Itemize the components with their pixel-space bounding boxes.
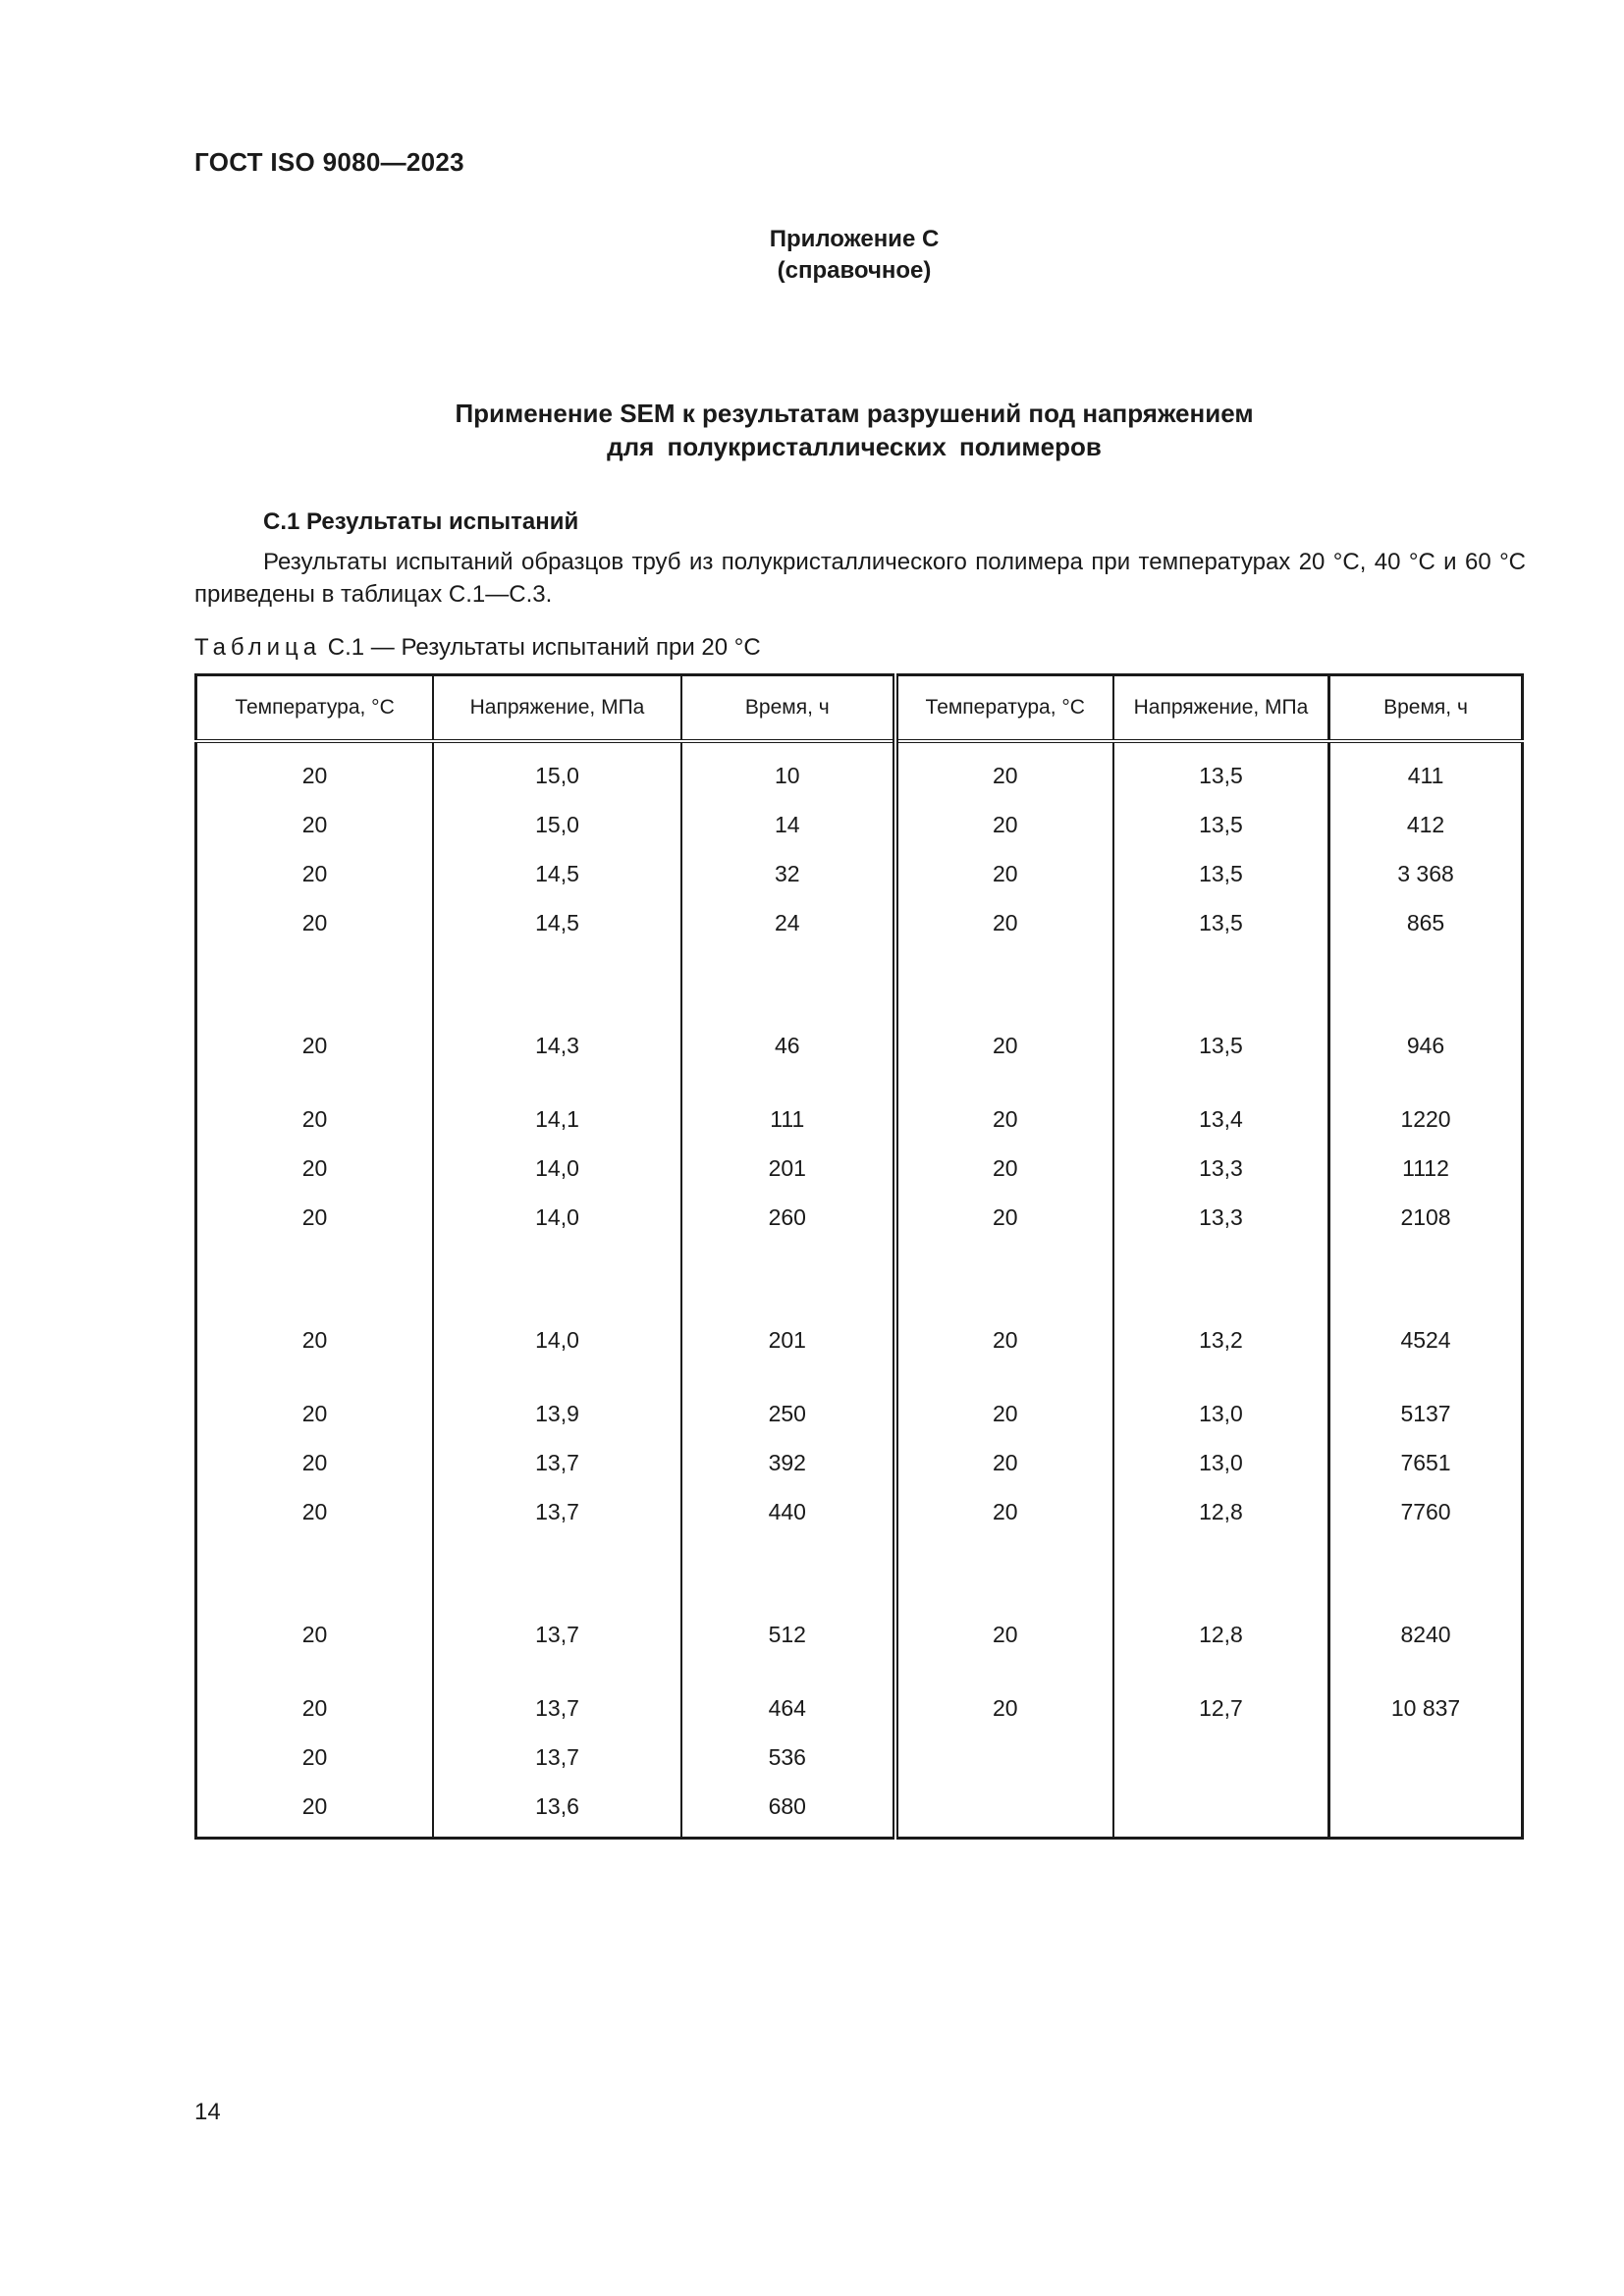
table-row bbox=[196, 1733, 1523, 1782]
table-cell-time-1: 111 bbox=[681, 1095, 895, 1144]
table-cell-temperature-1: 20 bbox=[196, 741, 434, 800]
table-cell-temperature-2: 20 bbox=[895, 1389, 1113, 1438]
table-cell-time-2: 412 bbox=[1406, 811, 1445, 837]
table-cell-temperature-1: 20 bbox=[196, 1389, 434, 1438]
table-cell-time-2: 3 368 bbox=[1397, 860, 1454, 886]
table-cell-temperature-1: 20 bbox=[196, 1536, 434, 1683]
table-cell-time-1: 512 bbox=[681, 1536, 895, 1683]
table-row bbox=[196, 1683, 1523, 1733]
table-cell-stress-1: 14,5 bbox=[433, 849, 681, 898]
table-cell-stress-1: 14,0 bbox=[433, 1193, 681, 1242]
table-cell-time-2 bbox=[1329, 1782, 1523, 1839]
column-header-temperature-1: Температура, °С bbox=[196, 675, 434, 742]
table-header bbox=[196, 675, 1523, 742]
table-row bbox=[196, 1782, 1523, 1839]
table-cell-temperature-2: 20 bbox=[895, 1242, 1113, 1389]
table-row bbox=[196, 1389, 1523, 1438]
table-row bbox=[196, 1193, 1523, 1242]
table-cell-time-1: 201 bbox=[681, 1144, 895, 1193]
table-cell-stress-1: 14,1 bbox=[433, 1095, 681, 1144]
table-cell-temperature-2: 20 bbox=[895, 849, 1113, 898]
table-row bbox=[196, 741, 1523, 800]
table-row bbox=[196, 1487, 1523, 1536]
table-cell-stress-2: 12,7 bbox=[1113, 1683, 1329, 1733]
table-cell-temperature-2: 20 bbox=[895, 741, 1113, 800]
table-cell-stress-1: 13,9 bbox=[433, 1389, 681, 1438]
table-body bbox=[196, 741, 1523, 1839]
table-cell-stress-1: 14,0 bbox=[433, 1144, 681, 1193]
table-row bbox=[196, 1095, 1523, 1144]
table-cell-stress-1: 15,0 bbox=[433, 800, 681, 849]
table-cell-time-1: 201 bbox=[681, 1242, 895, 1389]
table-cell-temperature-1: 20 bbox=[196, 800, 434, 849]
table-cell-stress-2: 13,3 bbox=[1113, 1193, 1329, 1242]
table-cell-temperature-1: 20 bbox=[196, 1095, 434, 1144]
table-cell-stress-2: 12,8 bbox=[1113, 1536, 1329, 1683]
results-table bbox=[194, 673, 1524, 1840]
table-row bbox=[196, 1536, 1523, 1683]
table-cell-time-2: 7760 bbox=[1400, 1498, 1451, 1524]
table-cell-stress-2: 13,2 bbox=[1113, 1242, 1329, 1389]
table-cell-temperature-1: 20 bbox=[196, 1683, 434, 1733]
table-cell-time-2: 5137 bbox=[1400, 1400, 1451, 1426]
table-cell-time-2: 865 bbox=[1406, 909, 1445, 935]
column-header-stress-2: Напряжение, МПа bbox=[1113, 675, 1329, 742]
table-cell-time-2: 7651 bbox=[1400, 1449, 1451, 1475]
table-cell-temperature-2: 20 bbox=[895, 1487, 1113, 1536]
appendix-status: (справочное) bbox=[777, 257, 932, 284]
table-cell-time-1: 250 bbox=[681, 1389, 895, 1438]
table-cell-stress-2: 13,5 bbox=[1113, 741, 1329, 800]
table-cell-stress-1: 13,7 bbox=[433, 1487, 681, 1536]
page-title-line-1: Применение SEM к результатам разрушений под напряжением bbox=[455, 399, 1254, 428]
table-cell-time-2: 2108 bbox=[1400, 1203, 1451, 1230]
table-row bbox=[196, 1242, 1523, 1389]
table-cell-time-2: 8240 bbox=[1400, 1621, 1451, 1647]
table-cell-temperature-2: 20 bbox=[895, 1144, 1113, 1193]
table-cell-stress-1: 13,7 bbox=[433, 1733, 681, 1782]
table-cell-stress-1: 14,5 bbox=[433, 898, 681, 947]
table-cell-stress-2: 13,0 bbox=[1113, 1438, 1329, 1487]
table-cell-stress-1: 15,0 bbox=[433, 741, 681, 800]
table-cell-stress-1: 13,7 bbox=[433, 1536, 681, 1683]
table-cell-time-1: 440 bbox=[681, 1487, 895, 1536]
table-cell-temperature-1: 20 bbox=[196, 1438, 434, 1487]
table-cell-stress-1: 14,0 bbox=[433, 1242, 681, 1389]
table-cell-temperature-2: 20 bbox=[895, 947, 1113, 1095]
table-cell-time-1: 680 bbox=[681, 1782, 895, 1839]
table-cell-temperature-1: 20 bbox=[196, 947, 434, 1095]
table-cell-temperature-1: 20 bbox=[196, 1193, 434, 1242]
section-paragraph: Результаты испытаний образцов труб из полукристаллического полимера при температурах 20 °С, 40 °С и 60 °С приведены в таблицах С.1—С.3. bbox=[194, 549, 1526, 608]
table-row bbox=[196, 849, 1523, 898]
table-cell-time-2: 411 bbox=[1407, 762, 1444, 788]
table-cell-stress-2: 13,3 bbox=[1113, 1144, 1329, 1193]
table-row bbox=[196, 947, 1523, 1095]
table-row bbox=[196, 1438, 1523, 1487]
table-cell-stress-1: 13,6 bbox=[433, 1782, 681, 1839]
table-cell-time-2: 4524 bbox=[1400, 1326, 1451, 1353]
table-cell-stress-2 bbox=[1113, 1733, 1329, 1782]
table-cell-temperature-1: 20 bbox=[196, 898, 434, 947]
appendix-title: Приложение С bbox=[769, 226, 940, 252]
table-cell-temperature-2 bbox=[895, 1733, 1113, 1782]
column-header-time-2: Время, ч bbox=[1329, 675, 1523, 742]
table-cell-stress-1: 13,7 bbox=[433, 1683, 681, 1733]
table-cell-temperature-1: 20 bbox=[196, 1733, 434, 1782]
table-cell-time-2 bbox=[1329, 1733, 1523, 1782]
table-row bbox=[196, 1144, 1523, 1193]
table-cell-time-1: 46 bbox=[681, 947, 895, 1095]
table-cell-time-1: 10 bbox=[681, 741, 895, 800]
section-heading: С.1 Результаты испытаний bbox=[263, 508, 579, 535]
table-cell-stress-2 bbox=[1113, 1782, 1329, 1839]
table-caption bbox=[194, 634, 761, 662]
table-cell-temperature-2: 20 bbox=[895, 1536, 1113, 1683]
table-cell-temperature-1: 20 bbox=[196, 1144, 434, 1193]
table-caption-label: Таблица bbox=[194, 634, 322, 661]
table-cell-time-1: 24 bbox=[681, 898, 895, 947]
table-cell-temperature-2: 20 bbox=[895, 1193, 1113, 1242]
table-cell-time-2: 1112 bbox=[1402, 1154, 1449, 1181]
table-cell-temperature-2: 20 bbox=[895, 898, 1113, 947]
table-cell-stress-2: 13,5 bbox=[1113, 898, 1329, 947]
table-row bbox=[196, 898, 1523, 947]
page-number: 14 bbox=[194, 2099, 221, 2125]
table-cell-temperature-1: 20 bbox=[196, 1782, 434, 1839]
table-cell-time-1: 536 bbox=[681, 1733, 895, 1782]
column-header-stress-1: Напряжение, МПа bbox=[433, 675, 681, 742]
document-code: ГОСТ ISO 9080—2023 bbox=[194, 147, 464, 177]
table-cell-temperature-1: 20 bbox=[196, 1487, 434, 1536]
table-cell-temperature-2: 20 bbox=[895, 800, 1113, 849]
table-cell-stress-2: 13,5 bbox=[1113, 849, 1329, 898]
table-cell-temperature-1: 20 bbox=[196, 1242, 434, 1389]
table-cell-temperature-2: 20 bbox=[895, 1095, 1113, 1144]
table-cell-time-1: 260 bbox=[681, 1193, 895, 1242]
table-cell-stress-2: 13,5 bbox=[1113, 800, 1329, 849]
table-cell-stress-1: 13,7 bbox=[433, 1438, 681, 1487]
table-cell-stress-2: 12,8 bbox=[1113, 1487, 1329, 1536]
table-cell-temperature-2: 20 bbox=[895, 1683, 1113, 1733]
table-caption-text: С.1 — Результаты испытаний при 20 °С bbox=[321, 634, 761, 661]
table-cell-time-2: 946 bbox=[1406, 1032, 1445, 1058]
table-cell-time-1: 464 bbox=[681, 1683, 895, 1733]
table-cell-stress-2: 13,0 bbox=[1113, 1389, 1329, 1438]
table-cell-temperature-2: 20 bbox=[895, 1438, 1113, 1487]
page-title-line-2: для полукристаллических полимеров bbox=[607, 432, 1102, 461]
table-cell-stress-1: 14,3 bbox=[433, 947, 681, 1095]
table-header-row bbox=[196, 675, 1523, 742]
table-cell-stress-2: 13,4 bbox=[1113, 1095, 1329, 1144]
table-cell-time-1: 392 bbox=[681, 1438, 895, 1487]
table-cell-time-1: 32 bbox=[681, 849, 895, 898]
table-cell-temperature-1: 20 bbox=[196, 849, 434, 898]
table-cell-stress-2: 13,5 bbox=[1113, 947, 1329, 1095]
table-cell-time-1: 14 bbox=[681, 800, 895, 849]
column-header-temperature-2: Температура, °С bbox=[895, 675, 1113, 742]
table-row bbox=[196, 800, 1523, 849]
table-cell-time-2: 10 837 bbox=[1390, 1694, 1461, 1721]
table-cell-temperature-2 bbox=[895, 1782, 1113, 1839]
table-cell-time-2: 1220 bbox=[1400, 1105, 1451, 1132]
column-header-time-1: Время, ч bbox=[681, 675, 895, 742]
